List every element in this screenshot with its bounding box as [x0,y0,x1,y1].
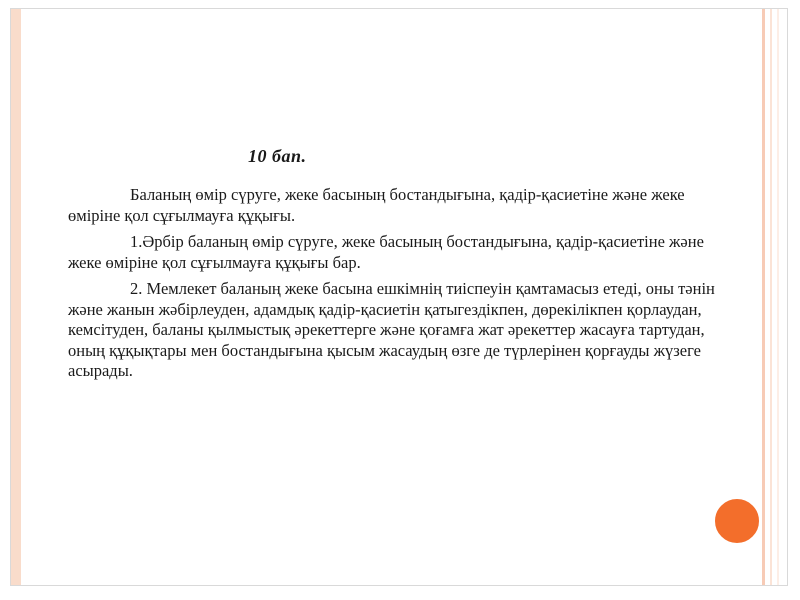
orange-circle-decoration [713,497,761,545]
right-decorative-strip-inner [770,9,772,585]
left-decorative-strip [11,9,21,585]
right-decorative-strip-outer [777,9,779,585]
chapter-title: 10 бап. [248,146,307,166]
right-decorative-strip [762,9,765,585]
paragraph-heading: Баланың өмір сүруге, жеке басының бостандығына, қадір-қасиетіне және жеке өміріне қол сұғылмауға құқығы. [68,185,685,225]
slide-content [68,146,733,388]
paragraph-clause-1: 1.Әрбір баланың өмір сүруге, жеке басының бостандығына, қадір-қасиетіне және жеке өміріне қол сұғылмауға құқығы бар. [68,232,704,272]
paragraph-clause-2: 2. Мемлекет баланың жеке басына ешкімнің тиіспеуін қамтамасыз етеді, оны тәнін және жанын жәбірлеуден, адамдық қадір-қасиетін қатыгездікпен, дөрекілікпен қорлаудан, кемсітуден, баланы қылмыстық әрекеттерге және қоғамға жат әрекеттер жасауға тартудан, оның құқықтары мен бостандығына қысым жасаудың өзге де түрлерінен қорғауды жүзеге асырады. [68,279,715,380]
